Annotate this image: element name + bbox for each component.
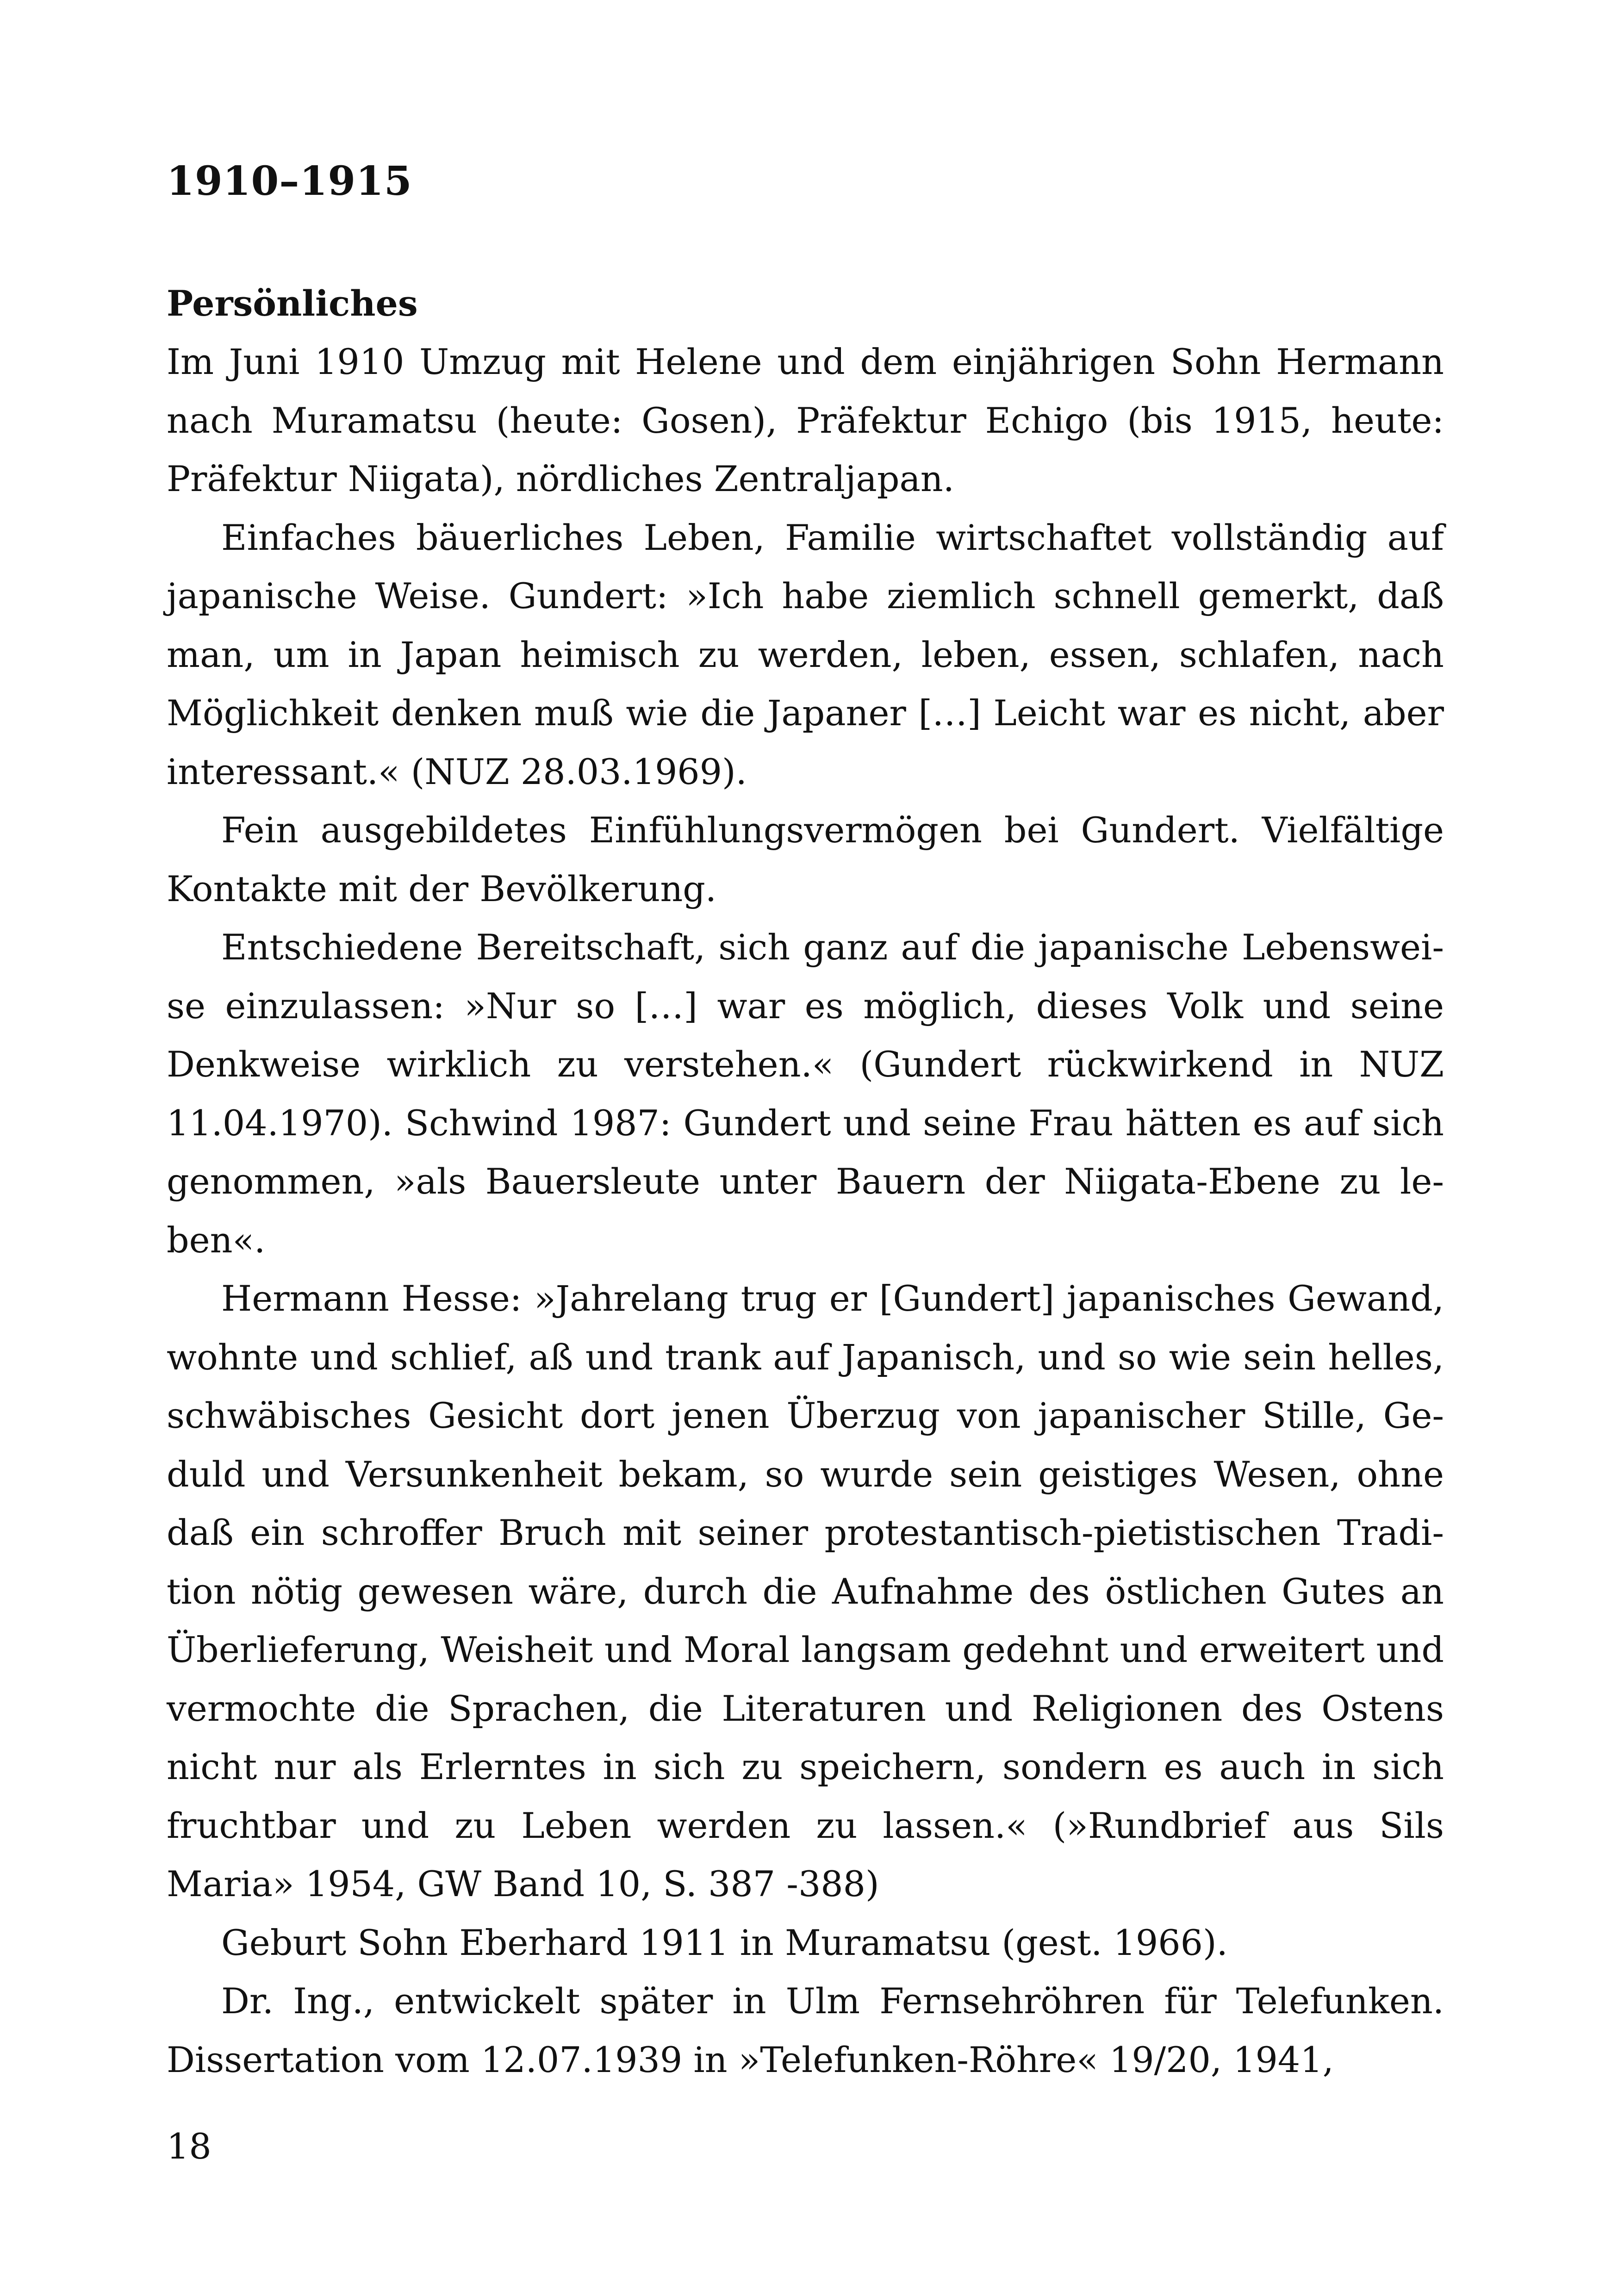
paragraph-5: Hermann Hesse: »Jahrelang trug er [Gundert] japanisches Gewand, wohnte und schlief, aß und trank auf Japanisch, und so wie sein helles, schwäbisches Gesicht dort jenen Überzug von japanischer Stille, Geduld und Versunkenheit bekam, so wurde sein geistiges Wesen, ohne daß ein schroffer Bruch mit seiner protestantisch-pietistischen Tradition nötig gewesen wäre, durch die Aufnahme des östlichen Gutes an Überlieferung, Weisheit und Moral langsam gedehnt und erweitert und vermochte die Sprachen, die Literaturen und Religionen des Ostens nicht nur als Erlerntes in sich zu speichern, sondern es auch in sich fruchtbar und zu Leben werden zu lassen.« (»Rundbrief aus Sils Maria» 1954, GW Band 10, S. 387 -388): [167, 1278, 1444, 1905]
page-body: [167, 157, 1444, 2089]
paragraph-2: Einfaches bäuerliches Leben, Familie wirtschaftet vollständig auf japanische Weise. Gundert: »Ich habe ziemlich schnell gemerkt, daß man, um in Japan heimisch zu werden, leben, essen, schlafen, nach Möglichkeit denken muß wie die Japaner […] Leicht war es nicht, aber interessant.« (NUZ 28.03.1969).: [167, 516, 1444, 792]
paragraph-7: Dr. Ing., entwickelt später in Ulm Fernsehröhren für Telefunken. Dissertation vom 12.07.1939 in »Telefunken-Röhre« 19/20, 1941,: [167, 1980, 1444, 2080]
paragraph-6: Geburt Sohn Eberhard 1911 in Muramatsu (gest. 1966).: [221, 1922, 1228, 1963]
chapter-title: 1910–1915: [167, 158, 412, 205]
paragraph-4: Entschiedene Bereitschaft, sich ganz auf die japanische Lebensweise einzulassen: »Nur so […] war es möglich, dieses Volk und seine Denkweise wirklich zu verstehen.« (Gundert rückwirkend in NUZ 11.04.1970). Schwind 1987: Gundert und seine Frau hätten es auf sich genommen, »als Bauersleute unter Bauern der Niigata-Ebene zu leben«.: [167, 927, 1444, 1261]
paragraph-1: Im Juni 1910 Umzug mit Helene und dem einjährigen Sohn Hermann nach Muramatsu (heute: Gosen), Präfektur Echigo (bis 1915, heute: Präfektur Niigata), nördliches Zentraljapan.: [167, 341, 1444, 500]
section-title: Persönliches: [167, 283, 418, 324]
paragraph-3: Fein ausgebildetes Einfühlungsvermögen bei Gundert. Vielfältige Kontakte mit der Bevölkerung.: [167, 809, 1444, 909]
page-number: 18: [167, 2126, 212, 2167]
